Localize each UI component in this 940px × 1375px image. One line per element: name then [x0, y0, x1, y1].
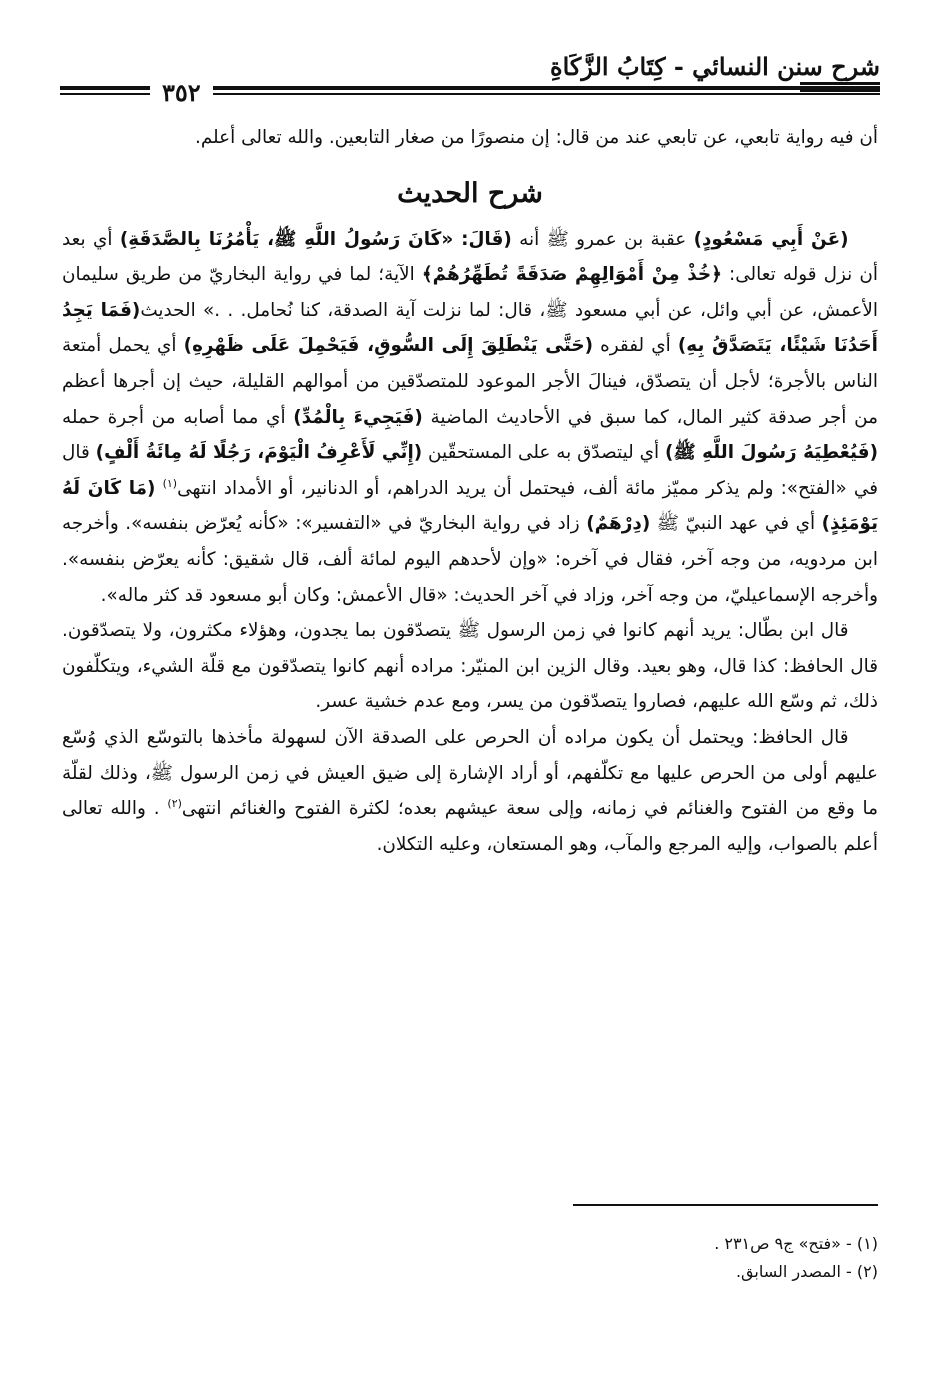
- commentary-paragraph-2: قال ابن بطّال: يريد أنهم كانوا في زمن الرسول ﷺ يتصدّقون بما يجدون، وهؤلاء مكثرون، ولا يتصدّقون. قال الحافظ: كذا قال، وهو بعيد. وقال الزين ابن المنيّر: مراده أنهم كانوا يتصدّقون مع قلّة الشيء، ويتكلّفون ذلك، ثم وسّع الله عليهم، فصاروا يتصدّقون من يسر، ومع عدم خشية عسر.: [62, 620, 878, 713]
- page-body: [62, 120, 878, 862]
- hadith-text-run: (فَمَا يَجِدُ أَحَدُنَا شَيْئًا، يَتَصَدَّقُ بِهِ): [62, 299, 878, 357]
- commentary-text-run: أي في عهد النبيّ ﷺ: [650, 513, 822, 535]
- section-heading: شرح الحديث: [397, 177, 543, 209]
- page-number: ٣٥٢: [150, 78, 213, 107]
- commentary-paragraph-1: [62, 222, 878, 614]
- commentary-text-run: [155, 478, 162, 499]
- hadith-text-run: (عَنْ أَبِي مَسْعُودٍ): [693, 228, 849, 250]
- footnote-ref-2: (٢): [167, 796, 182, 810]
- hadith-text-run: (إِنِّي لَأَعْرِفُ الْيَوْمَ، رَجُلًا لَهُ مِائَةُ أَلْفٍ): [95, 442, 423, 464]
- hadith-text-run: (حَتَّى يَنْطَلِقَ إِلَى السُّوقِ، فَيَحْمِلَ عَلَى ظَهْرِهِ): [183, 335, 594, 357]
- footnotes: [62, 1230, 878, 1286]
- commentary-text-run: أي مما أصابه من أجرة حمله: [62, 406, 294, 428]
- intro-paragraph: أن فيه رواية تابعي، عن تابعي عند من قال: إن منصورًا من صغار التابعين. والله تعالى أعلم.: [194, 127, 878, 148]
- hadith-text-run: (دِرْهَمٌ): [586, 513, 651, 535]
- footnote-ref-1: (١): [162, 476, 178, 490]
- hadith-text-run: (فَيُعْطِيَهُ رَسُولَ اللَّهِ ﷺ): [665, 442, 878, 464]
- hadith-text-run: (قَالَ: «كَانَ رَسُولُ اللَّهِ ﷺ، يَأْمُرُنَا بِالصَّدَقَةِ): [119, 228, 512, 250]
- commentary-text-run: قال في «الفتح»: ولم يذكر مميّز مائة ألف، فيحتمل أن يريد الدراهم، أو الدنانير، أو الأمداد انتهى: [62, 442, 878, 499]
- hadith-text-run: (فَيَجِيءَ بِالْمُدِّ): [293, 406, 423, 428]
- commentary-text-run: أي بعد أن نزل قوله تعالى:: [62, 228, 879, 286]
- hadith-text-run: (مَا كَانَ لَهُ يَوْمَئِذٍ): [62, 477, 878, 535]
- commentary-text-run: أي ليتصدّق به على المستحقّين: [422, 442, 666, 464]
- paragraph-3-text: قال الحافظ: ويحتمل أن يكون مراده أن الحرص على الصدقة الآن لسهولة مأخذها بالتوسّع الذي وُسّع عليهم أولى من الحرص عليها مع تكلّفهم، أو أراد الإشارة إلى ضيق العيش في زمن الرسول ﷺ، وذلك لقلّة ما وقع من الفتوح والغنائم في زمانه، وإلى سعة عيشهم بعده؛ لكثرة الفتوح والغنائم انتهى: [62, 726, 878, 820]
- commentary-text-run: أي يحمل أمتعة الناس بالأجرة؛ لأجل أن يتصدّق، فينالَ الأجر الموعود للمتصدّقين من أموالهم القليلة، حيث إن أجرها أعظم من أجر صدقة كثير المال، كما سبق في الأحاديث الماضية: [62, 335, 878, 428]
- commentary-text-run: عقبة بن عمرو ﷺ أنه: [511, 228, 694, 250]
- footnote-2: (٢) - المصدر السابق.: [735, 1262, 878, 1281]
- paragraph-3-closing: . والله تعالى أعلم بالصواب، وإليه المرجع والمآب، وهو المستعان، وعليه التكلان.: [62, 798, 878, 855]
- footnote-1: (١) - «فتح» ج٩ ص٢٣١ .: [714, 1234, 878, 1253]
- commentary-text-run: أي لفقره: [593, 335, 678, 357]
- page-number-ornament: [800, 82, 880, 96]
- commentary-text-run: زاد في رواية البخاريّ في «التفسير»: «كأنه يُعرّض بنفسه». وأخرجه ابن مردويه، من وجه آخر، فقال في آخره: «وإن لأحدهم اليوم لمائة ألف، قال شقيق: كأنه يعرّض بنفسه». وأخرجه الإسماعيليّ، من وجه آخر، وزاد في آخر الحديث: «قال الأعمش: وكان أبو مسعود قد كثر ماله».: [62, 513, 878, 606]
- hadith-text-run: ﴿خُذْ مِنْ أَمْوَالِهِمْ صَدَقَةً تُطَهِّرُهُمْ﴾: [421, 264, 722, 286]
- running-title: شرح سنن النسائي - كِتَابُ الزَّكَاةِ: [550, 52, 880, 81]
- footnote-separator: [573, 1204, 878, 1206]
- commentary-text-run: الآية؛ لما في رواية البخاريّ من طريق سليمان الأعمش، عن أبي وائل، عن أبي مسعود ﷺ، قال: لما نزلت آية الصدقة، كنا نُحامل. . .» الحديث: [62, 264, 878, 321]
- commentary-paragraph-3: [62, 720, 878, 862]
